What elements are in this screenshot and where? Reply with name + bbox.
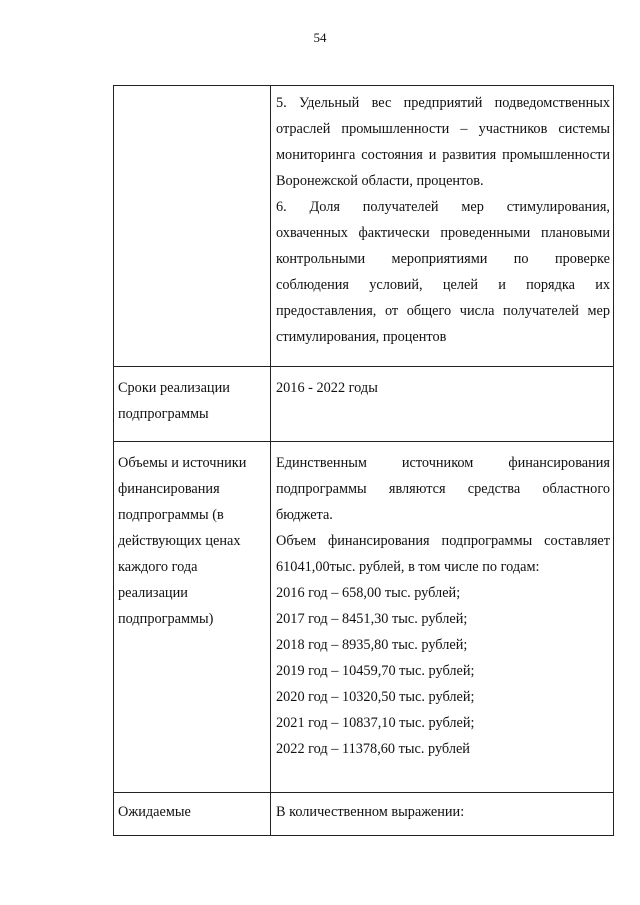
terms-label-line: подпрограммы [118,406,209,422]
indicator-6-line: 6. Доля получателей мер стимулирования, [276,199,610,215]
funding-year-line: 2021 год – 10837,10 тыс. рублей; [276,715,475,731]
funding-year-line: 2017 год – 8451,30 тыс. рублей; [276,611,468,627]
funding-label-line: подпрограммы (в [118,507,224,523]
funding-label-line: подпрограммы) [118,611,214,627]
funding-label-cell [114,442,271,793]
indicator-6-line: стимулирования, процентов [276,329,447,345]
funding-year-line: 2016 год – 658,00 тыс. рублей; [276,585,461,601]
funding-label-line: каждого года [118,559,198,575]
indicator-5-line: Воронежской области, процентов. [276,173,484,189]
indicator-5-line: мониторинга состояния и развития промышленности [276,147,610,163]
indicator-6-line: контрольными мероприятиями по проверке [276,251,610,267]
indicator-6-line: предоставления, от общего числа получателей мер [276,303,610,319]
funding-intro-line: Единственным источником финансирования [276,455,610,471]
funding-year-line: 2019 год – 10459,70 тыс. рублей; [276,663,475,679]
funding-year-line: 2022 год – 11378,60 тыс. рублей [276,741,470,757]
terms-label-line: Сроки реализации [118,380,230,396]
indicator-6-line: охваченных фактически проведенными плановыми [276,225,610,241]
funding-total-line: Объем финансирования подпрограммы составляет [276,533,610,549]
table-row-expected [114,793,614,836]
funding-label-line: реализации [118,585,188,601]
funding-intro-line: бюджета. [276,507,333,523]
expected-label: Ожидаемые [118,804,191,820]
table-row-funding [114,442,614,793]
expected-value: В количественном выражении: [276,804,465,820]
funding-content-cell [271,442,614,793]
terms-content-cell [271,367,614,442]
expected-content-cell [271,793,614,836]
funding-label-line: финансирования [118,481,220,497]
table-row-indicators [114,86,614,367]
page-number: 54 [313,30,327,45]
table-row-terms [114,367,614,442]
indicator-item-6 [276,194,610,350]
indicator-6-line: соблюдения условий, целей и порядка их [276,277,610,293]
expected-label-cell [114,793,271,836]
funding-total-line: 61041,00тыс. рублей, в том числе по годам: [276,559,540,575]
funding-label-line: Объемы и источники [118,455,247,471]
terms-value: 2016 - 2022 годы [276,380,378,396]
funding-year-line: 2020 год – 10320,50 тыс. рублей; [276,689,475,705]
funding-label-line: действующих ценах [118,533,241,549]
indicators-label-cell [114,86,271,367]
indicator-5-line: 5. Удельный вес предприятий подведомственных [276,95,610,111]
funding-year-line: 2018 год – 8935,80 тыс. рублей; [276,637,468,653]
indicator-item-5 [276,90,610,194]
terms-label-cell [114,367,271,442]
subprogram-passport-table [113,85,614,836]
funding-intro-line: подпрограммы являются средства областного [276,481,610,497]
indicator-5-line: отраслей промышленности – участников системы [276,121,610,137]
indicators-content-cell [271,86,614,367]
